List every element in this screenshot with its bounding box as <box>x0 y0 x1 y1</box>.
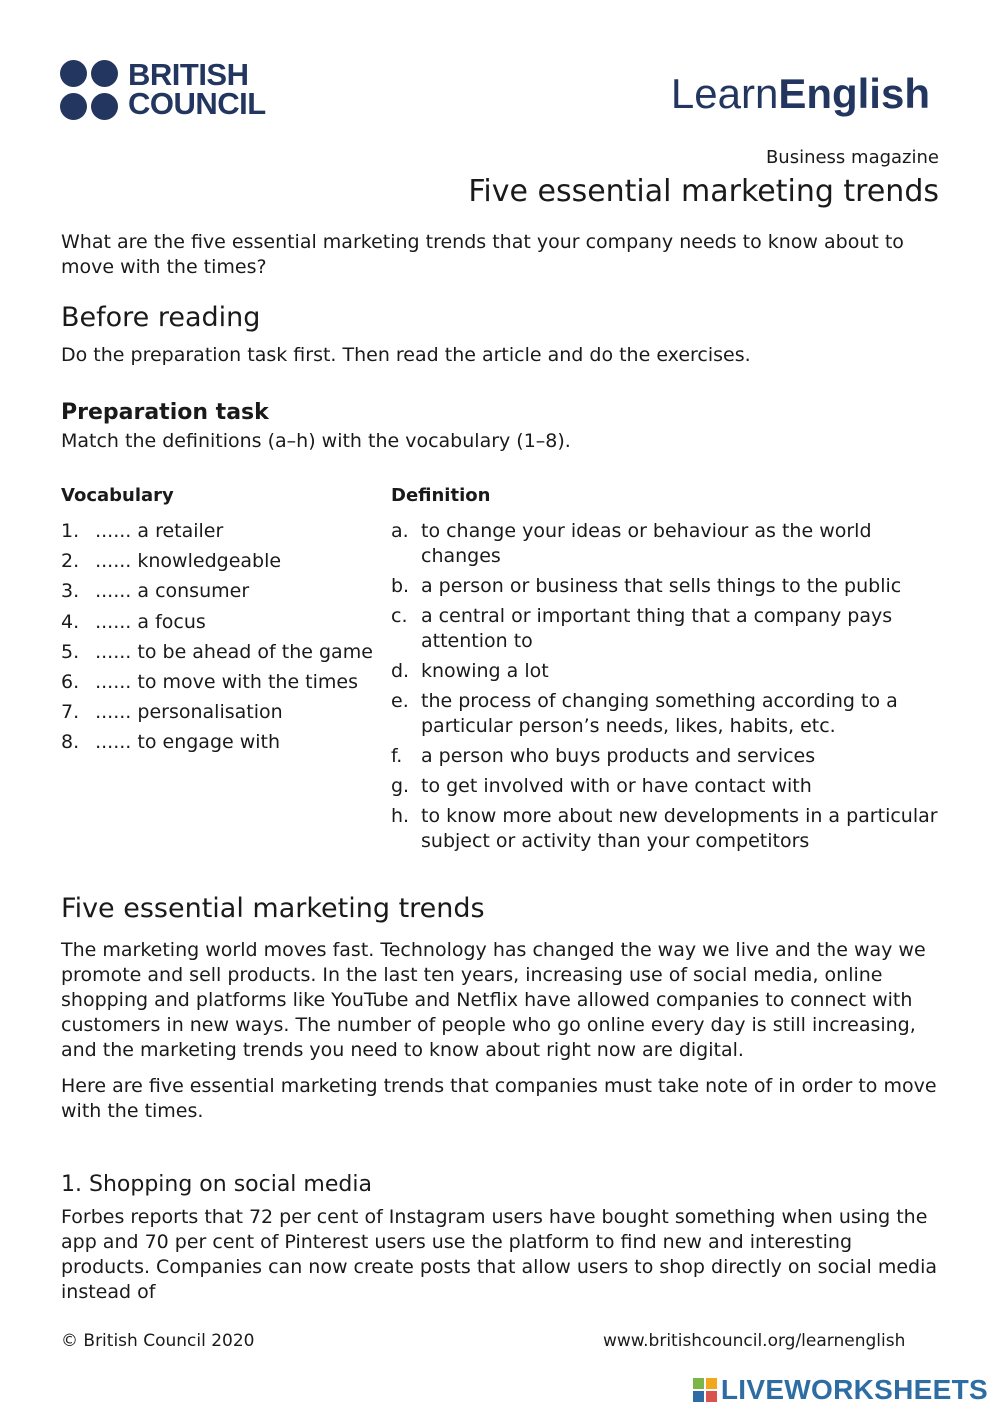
page-title: Five essential marketing trends <box>468 174 939 209</box>
copyright: © British Council 2020 <box>61 1331 255 1351</box>
vocab-number: 1. <box>61 520 80 542</box>
definition-letter: c. <box>391 605 408 627</box>
definition-item <box>391 774 941 799</box>
article-heading: Five essential marketing trends <box>61 893 485 924</box>
definition-text: knowing a lot <box>421 660 549 682</box>
definition-text: to change your ideas or behaviour as the world changes <box>421 520 872 567</box>
definition-text: the process of changing something according to a particular person’s needs, likes, habits, etc. <box>421 690 898 737</box>
british-council-logo <box>60 57 275 122</box>
definition-text: to know more about new developments in a particular subject or activity than your competitors <box>421 805 938 852</box>
liveworksheets-logo <box>693 1374 988 1406</box>
brand-line-2: COUNCIL <box>128 86 266 121</box>
vocab-item <box>61 610 381 640</box>
magazine-category: Business magazine <box>765 147 939 168</box>
definition-letter: e. <box>391 690 409 712</box>
definition-letter: d. <box>391 660 410 682</box>
section-1-text: Forbes reports that 72 per cent of Instagram users have bought something when using the app and 70 per cent of Pinterest users use the platform to find new and interesting products. Companies can now create posts that allow users to shop directly on social media instead of <box>61 1206 938 1303</box>
definition-text: a person or business that sells things to the public <box>421 575 902 597</box>
definition-item <box>391 604 941 654</box>
vocab-number: 4. <box>61 610 80 633</box>
definition-item <box>391 659 941 684</box>
vocab-blank[interactable]: ...... <box>95 550 132 573</box>
vocab-item <box>61 640 381 670</box>
definitions-list <box>391 519 941 859</box>
brand-line-1: BRITISH <box>128 57 249 92</box>
vocab-number: 2. <box>61 550 80 573</box>
vocab-number: 5. <box>61 640 80 663</box>
vocab-item <box>61 670 381 700</box>
intro-paragraph: What are the five essential marketing trends that your company needs to know about to move with the times? <box>61 231 904 278</box>
preparation-instruction: Match the definitions (a–h) with the vocabulary (1–8). <box>61 430 571 452</box>
definition-item <box>391 804 941 854</box>
footer-url[interactable]: www.britishcouncil.org/learnenglish <box>603 1331 906 1351</box>
definition-item <box>391 574 941 599</box>
before-reading-heading: Before reading <box>61 302 261 333</box>
vocab-number: 6. <box>61 670 80 693</box>
definition-item <box>391 689 941 739</box>
learnenglish-bold: English <box>778 70 930 117</box>
definition-item <box>391 519 941 569</box>
definition-text: a person who buys products and services <box>421 745 816 767</box>
vocabulary-heading: Vocabulary <box>61 485 174 506</box>
vocab-blank[interactable]: ...... <box>95 640 132 663</box>
article-paragraph-1: The marketing world moves fast. Technology has changed the way we live and the way we promote and sell products. In the last ten years, increasing use of social media, online shopping and platforms like YouTube and Netflix have allowed companies to connect with customers in new ways. The number of people who go online every day is still increasing, and the marketing trends you need to know about right now are digital. <box>61 939 926 1061</box>
vocab-blank[interactable]: ...... <box>95 731 132 754</box>
vocab-number: 7. <box>61 701 80 724</box>
vocab-blank[interactable]: ...... <box>95 610 132 633</box>
vocab-item <box>61 519 381 549</box>
article-paragraph-2: Here are five essential marketing trends that companies must take note of in order to move with the times. <box>61 1075 937 1122</box>
vocab-term: a consumer <box>137 580 250 603</box>
definition-letter: a. <box>391 520 409 542</box>
vocab-term: a focus <box>137 610 206 633</box>
vocab-term: knowledgeable <box>137 550 282 573</box>
liveworksheets-blocks-icon <box>693 1378 717 1402</box>
vocab-term: a retailer <box>137 520 224 542</box>
definition-letter: h. <box>391 805 410 827</box>
british-council-dots-icon <box>60 60 120 120</box>
definition-text: to get involved with or have contact with <box>421 775 812 797</box>
definition-letter: g. <box>391 775 410 797</box>
vocabulary-list <box>61 519 381 761</box>
vocab-item <box>61 549 381 579</box>
vocab-item <box>61 700 381 730</box>
vocab-blank[interactable]: ...... <box>95 520 132 542</box>
vocab-number: 3. <box>61 580 80 603</box>
before-reading-text: Do the preparation task first. Then read the article and do the exercises. <box>61 344 751 366</box>
vocab-blank[interactable]: ...... <box>95 670 132 693</box>
vocab-item <box>61 730 381 760</box>
definition-letter: f. <box>391 745 403 767</box>
vocab-term: personalisation <box>137 701 283 724</box>
learnenglish-light: Learn <box>670 70 779 117</box>
vocab-blank[interactable]: ...... <box>95 701 132 724</box>
vocab-item <box>61 579 381 609</box>
section-1-heading: 1. Shopping on social media <box>61 1172 372 1197</box>
definition-heading: Definition <box>391 485 491 506</box>
vocab-term: to move with the times <box>137 670 359 693</box>
vocab-number: 8. <box>61 731 80 754</box>
vocab-term: to be ahead of the game <box>137 640 373 663</box>
definition-text: a central or important thing that a company pays attention to <box>421 605 893 652</box>
definition-letter: b. <box>391 575 410 597</box>
watermark-text: LIVEWORKSHEETS <box>720 1374 988 1405</box>
definition-item <box>391 744 941 769</box>
learnenglish-logo <box>671 70 930 118</box>
vocab-blank[interactable]: ...... <box>95 580 132 603</box>
preparation-heading: Preparation task <box>61 400 269 425</box>
vocab-term: to engage with <box>137 731 281 754</box>
